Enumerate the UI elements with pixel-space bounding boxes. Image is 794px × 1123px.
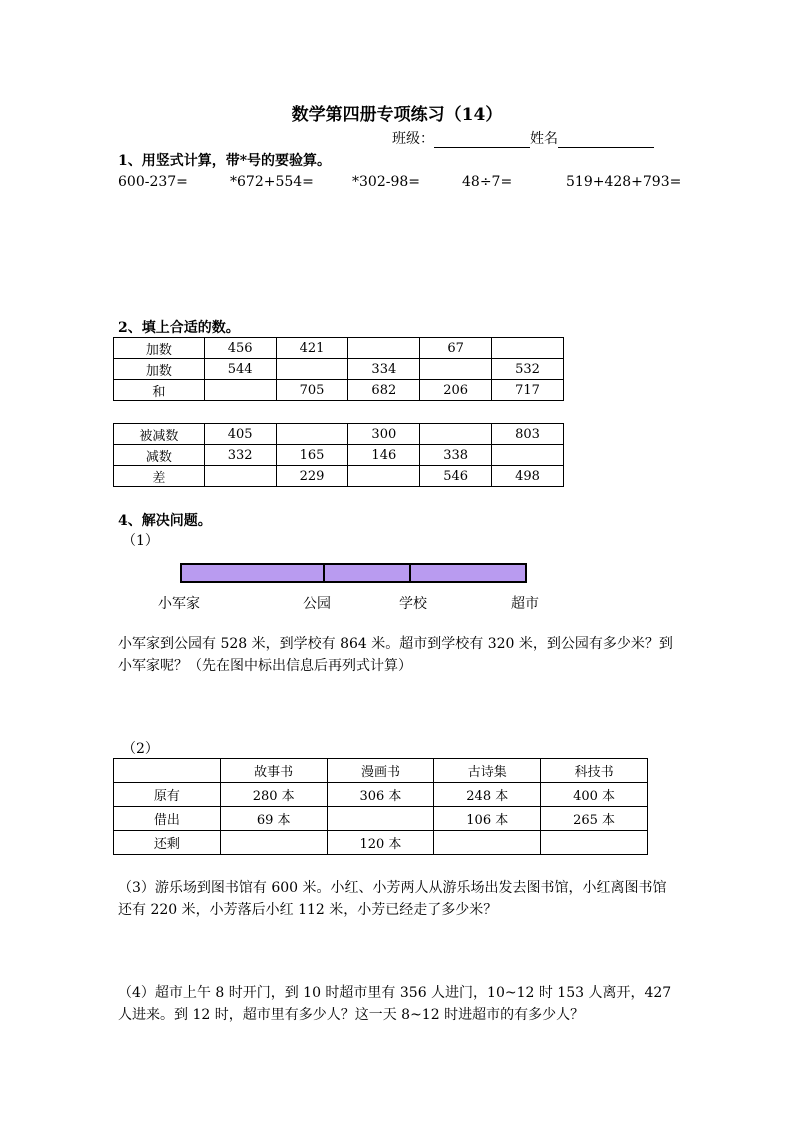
name-label: 姓名 [530, 131, 558, 147]
table-row [114, 466, 564, 487]
library-book-table [113, 758, 648, 855]
table-cell[interactable] [492, 445, 564, 466]
table-row [114, 783, 648, 807]
table-cell[interactable] [327, 807, 434, 831]
table-cell[interactable] [541, 831, 648, 855]
table-cell: 544 [204, 359, 276, 380]
p4-question: （4）超市上午 8 时开门，到 10 时超市里有 356 人进门，10~12 时 153 人离开，427 人进来。到 12 时，超市里有多少人？这一天 8~12 时进超市的有多少人？ [118, 985, 672, 1023]
page-title: 数学第四册专项练习（14） [291, 105, 503, 125]
class-blank[interactable] [434, 131, 530, 148]
table-cell: 306 本 [327, 783, 434, 807]
bar-divider-park [323, 565, 325, 581]
q2-heading: 2、填上合适的数。 [118, 320, 240, 336]
table-row [114, 445, 564, 466]
table-cell: 300 [348, 424, 420, 445]
table-header: 科技书 [541, 759, 648, 783]
p1-question: 小军家到公园有 528 米，到学校有 864 米。超市到学校有 320 米，到公园有多少米？到小军家呢？（先在图中标出信息后再列式计算） [118, 636, 673, 674]
table-cell: 120 本 [327, 831, 434, 855]
q1-heading: 1、用竖式计算，带*号的要验算。 [118, 153, 332, 169]
table-cell: 和 [114, 380, 205, 401]
addition-table [113, 337, 564, 401]
table-cell: 456 [204, 338, 276, 359]
p3-question: （3）游乐场到图书馆有 600 米。小红、小芳两人从游乐场出发去图书馆，小红离图书馆还有 220 米，小芳落后小红 112 米，小芳已经走了多少米？ [118, 880, 667, 918]
table-cell: 67 [420, 338, 492, 359]
table-cell[interactable] [420, 359, 492, 380]
table-cell: 400 本 [541, 783, 648, 807]
p1-label: （1） [122, 533, 159, 549]
table-cell: 546 [420, 466, 492, 487]
class-name-line [392, 128, 654, 148]
table-cell: 加数 [114, 338, 205, 359]
table-cell: 332 [204, 445, 276, 466]
table-cell[interactable] [220, 831, 327, 855]
table-cell[interactable] [204, 466, 276, 487]
table-cell: 206 [420, 380, 492, 401]
table-cell: 338 [420, 445, 492, 466]
table-cell[interactable] [204, 380, 276, 401]
table-cell: 334 [348, 359, 420, 380]
place-label-school: 学校 [399, 596, 427, 612]
table-cell: 229 [276, 466, 348, 487]
table-row [114, 831, 648, 855]
table-row [114, 424, 564, 445]
table-row [114, 380, 564, 401]
table-cell: 498 [492, 466, 564, 487]
place-label-supermarket: 超市 [511, 596, 539, 612]
table-cell[interactable] [348, 338, 420, 359]
table-cell: 减数 [114, 445, 205, 466]
table-cell: 803 [492, 424, 564, 445]
table-row [114, 359, 564, 380]
place-label-park: 公园 [303, 596, 331, 612]
class-label: 班级： [392, 131, 434, 147]
table-cell: 265 本 [541, 807, 648, 831]
table-cell: 被减数 [114, 424, 205, 445]
table-row [114, 338, 564, 359]
table-cell: 717 [492, 380, 564, 401]
table-cell: 原有 [114, 783, 221, 807]
bar-divider-school [409, 565, 411, 581]
p2-label: （2） [122, 741, 159, 757]
table-row [114, 759, 648, 783]
table-cell: 差 [114, 466, 205, 487]
table-cell: 280 本 [220, 783, 327, 807]
table-cell: 146 [348, 445, 420, 466]
table-cell[interactable] [276, 424, 348, 445]
subtraction-table [113, 423, 564, 487]
table-cell: 421 [276, 338, 348, 359]
table-cell [114, 759, 221, 783]
q1-problem: 600-237= [118, 174, 188, 190]
q1-problem: *302-98= [352, 174, 420, 190]
table-cell: 还剩 [114, 831, 221, 855]
name-blank[interactable] [558, 131, 654, 148]
table-cell: 705 [276, 380, 348, 401]
q1-problem: 519+428+793= [566, 174, 682, 190]
table-header: 古诗集 [434, 759, 541, 783]
table-cell[interactable] [420, 424, 492, 445]
table-header: 漫画书 [327, 759, 434, 783]
table-cell[interactable] [492, 338, 564, 359]
q4-heading: 4、解决问题。 [118, 513, 212, 529]
distance-bar-diagram [180, 563, 527, 583]
table-cell: 532 [492, 359, 564, 380]
q1-problem: *672+554= [230, 174, 314, 190]
table-cell[interactable] [434, 831, 541, 855]
table-cell: 106 本 [434, 807, 541, 831]
q1-problem: 48÷7= [462, 174, 513, 190]
table-cell: 加数 [114, 359, 205, 380]
table-cell[interactable] [276, 359, 348, 380]
table-header: 故事书 [220, 759, 327, 783]
table-cell: 69 本 [220, 807, 327, 831]
table-cell: 405 [204, 424, 276, 445]
table-cell[interactable] [348, 466, 420, 487]
table-cell: 248 本 [434, 783, 541, 807]
table-cell: 682 [348, 380, 420, 401]
table-cell: 借出 [114, 807, 221, 831]
place-label-home: 小军家 [158, 596, 200, 612]
table-cell: 165 [276, 445, 348, 466]
table-row [114, 807, 648, 831]
